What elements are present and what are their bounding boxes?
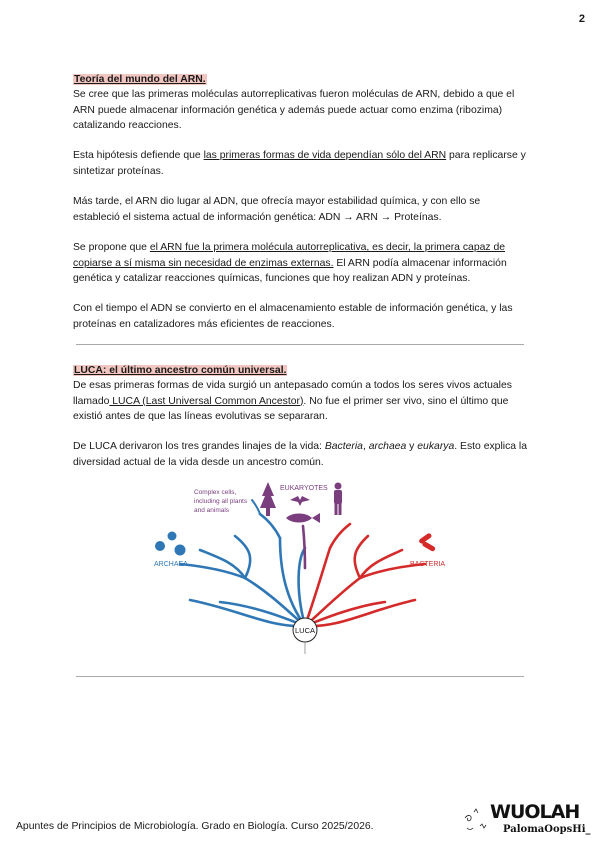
bacteria-label: BACTERIA bbox=[410, 561, 446, 568]
author-handle: PalomaOopsHi_ bbox=[503, 824, 591, 835]
archaea-branches bbox=[180, 500, 305, 626]
section-title: Teoría del mundo del ARN. bbox=[74, 74, 206, 85]
text: Se propone que bbox=[73, 242, 150, 254]
tree-icon bbox=[260, 482, 276, 516]
eukaryote-branches bbox=[303, 526, 305, 568]
eukaryotes-label: EUKARYOTES bbox=[280, 485, 328, 492]
text: El ARN podía almacenar información genética y catalizar reacciones químicas, funciones que hoy realizan ADN y proteínas. bbox=[73, 257, 507, 284]
complex-cells-label: Complex cells, bbox=[194, 489, 237, 496]
bacteria-branches bbox=[305, 524, 425, 626]
italic-term: eukarya bbox=[417, 441, 455, 453]
wuolah-logo: WUOLAH bbox=[490, 801, 580, 823]
complex-cells-label: and animals bbox=[194, 507, 230, 514]
divider bbox=[76, 676, 524, 677]
divider bbox=[76, 344, 524, 345]
text: y bbox=[406, 441, 418, 453]
footer-text: Apuntes de Principios de Microbiología. Grado en Biología. Curso 2025/2026. bbox=[16, 821, 374, 832]
complex-cells-label: including all plants bbox=[194, 498, 248, 505]
text: De esas primeras formas de vida surgió un antepasado común a todos los seres vivos actuales llamado bbox=[73, 380, 512, 407]
section-luca bbox=[73, 363, 529, 485]
underlined-text: las primeras formas de vida dependían sólo del ARN bbox=[203, 150, 447, 162]
underlined-text: el ARN fue la primera molécula autorreplicativa, es decir, la primera capaz de copiarse a sí misma sin necesidad de enzimas externas. bbox=[73, 242, 506, 269]
archaea-cells-icon bbox=[155, 532, 186, 556]
bird-icon bbox=[290, 496, 310, 506]
underlined-text: LUCA (Last Universal Common Ancestor) bbox=[109, 395, 304, 407]
tree-of-life-figure bbox=[150, 478, 450, 660]
section-title: LUCA: el último ancestro común universal. bbox=[74, 365, 287, 376]
paragraph bbox=[73, 240, 529, 286]
page-number: 2 bbox=[578, 13, 585, 25]
text: . No fue el primer ser vivo, sino el último que existió antes de que las líneas evolutivas se separaran. bbox=[73, 395, 509, 422]
text: Esta hipótesis defiende que bbox=[73, 150, 204, 162]
section-arn-world bbox=[73, 72, 529, 347]
text: para replicarse y sintetizar proteínas. bbox=[73, 150, 526, 177]
paragraph bbox=[73, 439, 529, 470]
paragraph bbox=[73, 378, 529, 424]
luca-label: LUCA bbox=[294, 626, 316, 635]
italic-term: archaea bbox=[368, 441, 407, 453]
text: , bbox=[362, 441, 369, 453]
fish-icon bbox=[286, 513, 320, 523]
paragraph bbox=[73, 148, 529, 179]
paragraph: Más tarde, el ARN dio lugar al ADN, que ofrecía mayor estabilidad química, y con ello se estableció el sistema actual de información genética: ADN → ARN → Proteínas. bbox=[73, 196, 481, 223]
paragraph: Con el tiempo el ADN se convierto en el almacenamiento estable de información genética, y las proteínas en catalizadores más eficientes de reacciones. bbox=[73, 303, 513, 330]
human-icon bbox=[334, 483, 342, 516]
bacteria-cells-icon bbox=[418, 532, 436, 552]
archaea-label: ARCHAEA bbox=[154, 561, 188, 568]
paragraph: Se cree que las primeras moléculas autorreplicativas fueron moléculas de ARN, debido a que el ARN puede almacenar información genética y además puede actuar como enzima (ribozima) catalizando reacciones. bbox=[73, 89, 515, 131]
text: . Esto explica la diversidad actual de la vida desde un ancestro común. bbox=[73, 441, 528, 468]
italic-term: Bacteria bbox=[324, 441, 363, 453]
text: De LUCA derivaron los tres grandes linajes de la vida: bbox=[73, 441, 325, 453]
